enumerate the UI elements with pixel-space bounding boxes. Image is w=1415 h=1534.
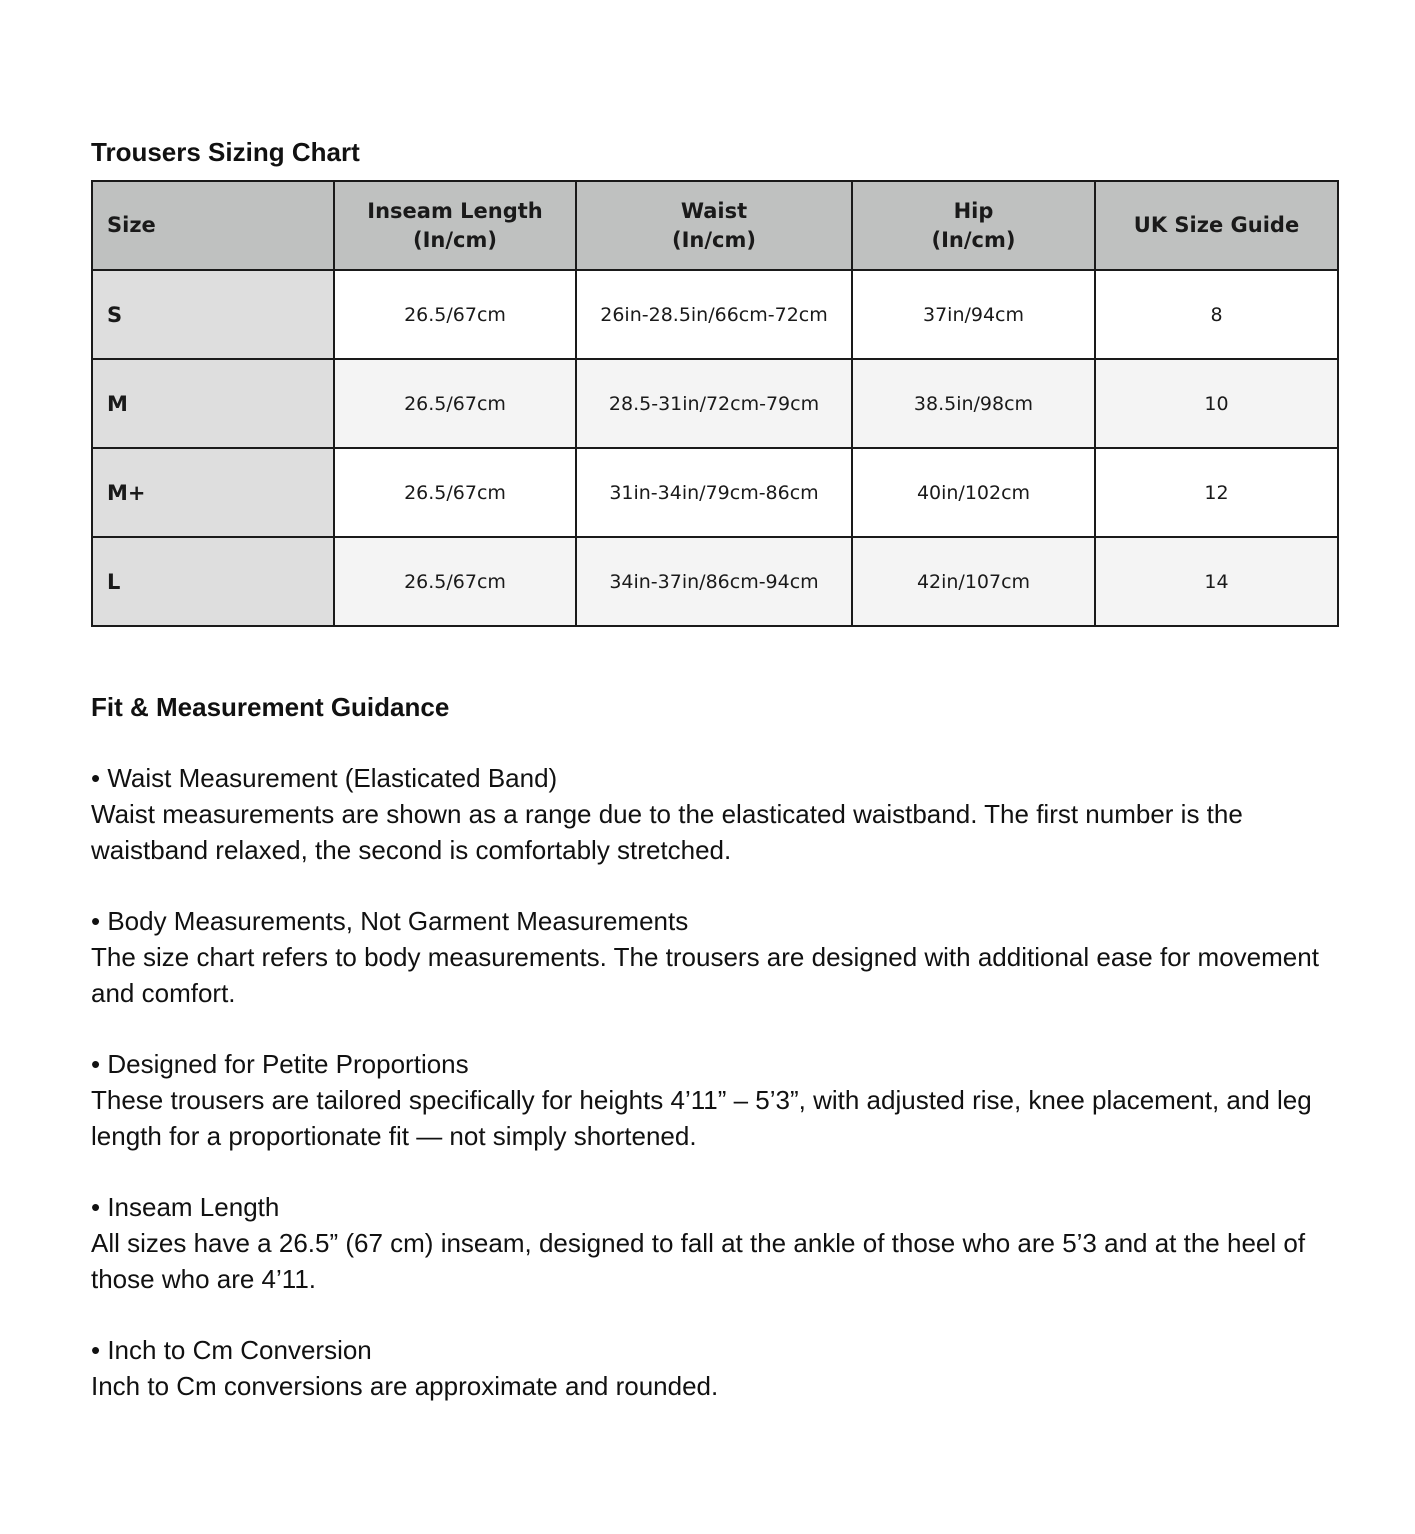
table-row	[92, 448, 1338, 537]
size-cell: L	[92, 537, 334, 626]
header-unit: (In/cm)	[413, 227, 497, 252]
guidance-heading: • Waist Measurement (Elasticated Band)	[91, 763, 558, 793]
guidance-body: Waist measurements are shown as a range due to the elasticated waistband. The first number is the waistband relaxed, the second is comfortably stretched.	[91, 799, 1243, 865]
waist-cell: 26in-28.5in/66cm-72cm	[576, 270, 852, 359]
inseam-cell: 26.5/67cm	[334, 448, 576, 537]
header-label: Size	[107, 213, 156, 237]
hip-cell: 42in/107cm	[852, 537, 1095, 626]
waist-cell: 31in-34in/79cm-86cm	[576, 448, 852, 537]
hip-cell: 40in/102cm	[852, 448, 1095, 537]
table-row	[92, 359, 1338, 448]
sizing-table	[91, 180, 1339, 627]
guidance-body: The size chart refers to body measurements. The trousers are designed with additional ease for movement and comfort.	[91, 942, 1319, 1008]
guidance-body: Inch to Cm conversions are approximate and rounded.	[91, 1371, 719, 1401]
guidance-item-waist	[91, 760, 1337, 868]
uk-size-cell: 10	[1095, 359, 1338, 448]
header-hip	[852, 181, 1095, 270]
guidance-item-conversion	[91, 1332, 1337, 1404]
header-waist	[576, 181, 852, 270]
inseam-cell: 26.5/67cm	[334, 270, 576, 359]
header-size	[92, 181, 334, 270]
guidance-item-petite	[91, 1046, 1337, 1154]
header-uk-size	[1095, 181, 1338, 270]
waist-cell: 34in-37in/86cm-94cm	[576, 537, 852, 626]
inseam-cell: 26.5/67cm	[334, 359, 576, 448]
header-label: Waist	[680, 198, 748, 223]
guidance-heading: • Inch to Cm Conversion	[91, 1335, 372, 1365]
guidance-body: These trousers are tailored specifically for heights 4’11” – 5’3”, with adjusted rise, knee placement, and leg length for a proportionate fit — not simply shortened.	[91, 1085, 1312, 1151]
table-row	[92, 537, 1338, 626]
header-unit: (In/cm)	[672, 227, 756, 252]
header-unit: (In/cm)	[931, 227, 1016, 252]
uk-size-cell: 14	[1095, 537, 1338, 626]
chart-title: Trousers Sizing Chart	[91, 137, 360, 167]
hip-cell: 37in/94cm	[852, 270, 1095, 359]
header-label: UK Size Guide	[1133, 213, 1300, 237]
header-inseam	[334, 181, 576, 270]
waist-cell: 28.5-31in/72cm-79cm	[576, 359, 852, 448]
inseam-cell: 26.5/67cm	[334, 537, 576, 626]
guidance-heading: • Designed for Petite Proportions	[91, 1049, 469, 1079]
guidance-item-inseam	[91, 1189, 1337, 1297]
uk-size-cell: 12	[1095, 448, 1338, 537]
guidance-heading: • Inseam Length	[91, 1192, 280, 1222]
guidance-title: Fit & Measurement Guidance	[91, 692, 450, 722]
table-row	[92, 270, 1338, 359]
hip-cell: 38.5in/98cm	[852, 359, 1095, 448]
guidance-body: All sizes have a 26.5” (67 cm) inseam, designed to fall at the ankle of those who are 5’3 and at the heel of those who are 4’11.	[91, 1228, 1306, 1294]
header-label: Inseam Length	[367, 198, 543, 223]
guidance-item-body-measurements	[91, 903, 1337, 1011]
uk-size-cell: 8	[1095, 270, 1338, 359]
table-header-row	[92, 181, 1338, 270]
header-label: Hip	[953, 198, 994, 223]
size-cell: S	[92, 270, 334, 359]
guidance-list	[91, 760, 1337, 1439]
guidance-heading: • Body Measurements, Not Garment Measurements	[91, 906, 689, 936]
size-cell: M+	[92, 448, 334, 537]
size-cell: M	[92, 359, 334, 448]
